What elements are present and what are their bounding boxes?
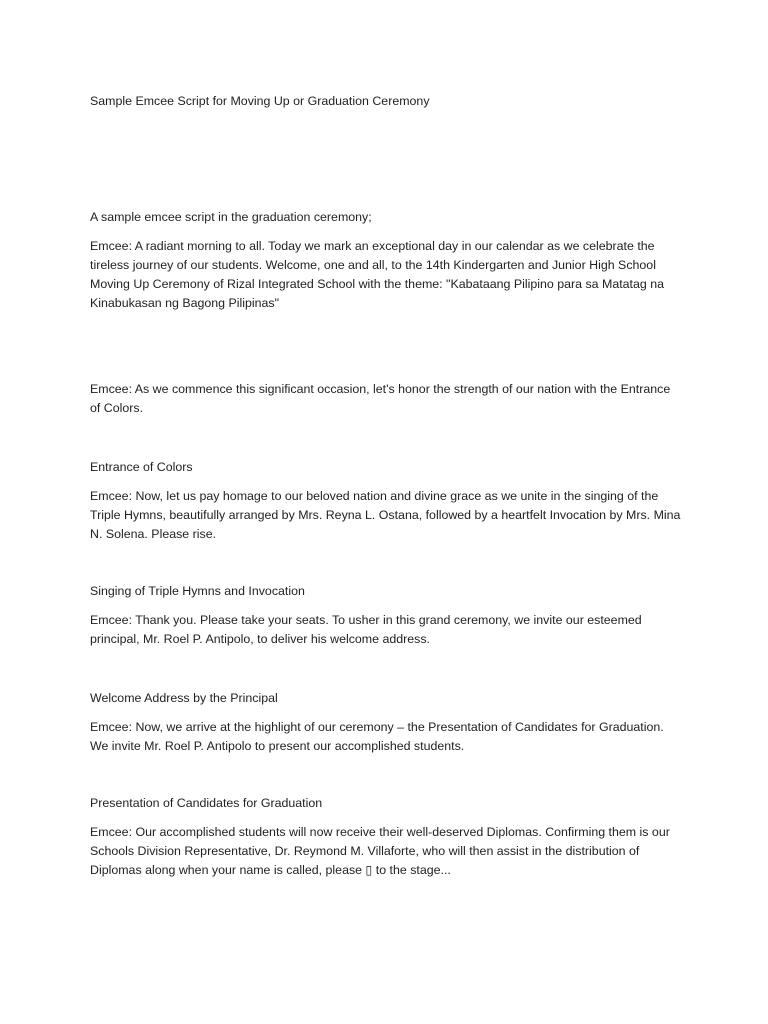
section-heading-triple-hymns: Singing of Triple Hymns and Invocation [90,584,305,598]
emcee-hymns-paragraph: Emcee: Now, let us pay homage to our beloved nation and divine grace as we unite in the singing of the Triple Hymns, beautifully arranged by Mrs. Reyna L. Ostana, followed by a heartfelt Invocation by Mrs. Mina N. Solena. Please rise. [90,489,681,541]
emcee-candidates-paragraph: Emcee: Now, we arrive at the highlight of our ceremony – the Presentation of Candidates for Graduation. We invite Mr. Roel P. Antipolo to present our accomplished students. [90,720,664,753]
intro-line: A sample emcee script in the graduation ceremony; [90,210,372,224]
section-heading-welcome-address: Welcome Address by the Principal [90,691,278,705]
document-title: Sample Emcee Script for Moving Up or Graduation Ceremony [90,94,430,108]
section-heading-entrance-of-colors: Entrance of Colors [90,460,193,474]
section-heading-presentation-of-candidates: Presentation of Candidates for Graduation [90,796,323,810]
emcee-welcome-paragraph: Emcee: Thank you. Please take your seats. To usher in this grand ceremony, we invite our esteemed principal, Mr. Roel P. Antipolo, to deliver his welcome address. [90,613,642,646]
emcee-entrance-paragraph: Emcee: As we commence this significant occasion, let's honor the strength of our nation with the Entrance of Colors. [90,382,671,415]
emcee-opening-paragraph: Emcee: A radiant morning to all. Today we mark an exceptional day in our calendar as we celebrate the tireless journey of our students. Welcome, one and all, to the 14th Kindergarten and Junior High School Moving Up Ceremony of Rizal Integrated School with the theme: "Kabataang Pilipino para sa Matatag na Kinabukasan ng Bagong Pilipinas" [90,239,665,310]
emcee-diplomas-paragraph: Emcee: Our accomplished students will now receive their well-deserved Diplomas. Confirming them is our Schools Division Representative, Dr. Reymond M. Villaforte, who will then assist in the distribution of Diplomas along when your name is called, please ▯ to the stage... [90,825,670,877]
